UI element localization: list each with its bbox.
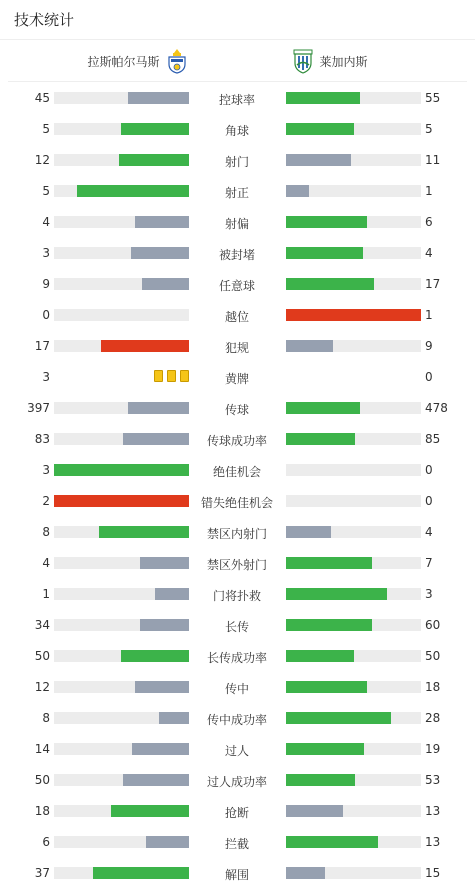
away-stat-bar bbox=[286, 805, 421, 817]
home-stat-bar bbox=[54, 495, 189, 507]
home-stat-bar bbox=[54, 619, 189, 631]
home-stat-bar-fill bbox=[54, 495, 189, 507]
home-stat-value: 50 bbox=[34, 773, 50, 787]
home-stat-bar bbox=[54, 464, 189, 476]
away-stat-value: 478 bbox=[425, 401, 448, 415]
home-stat-bar bbox=[54, 681, 189, 693]
away-stat-value: 13 bbox=[425, 804, 441, 818]
away-stat-value: 19 bbox=[425, 742, 441, 756]
home-stat-bar-fill bbox=[146, 836, 189, 848]
away-stat-value: 4 bbox=[425, 246, 433, 260]
away-stat-value: 11 bbox=[425, 153, 441, 167]
stat-row bbox=[0, 299, 475, 330]
home-stat-value: 3 bbox=[42, 370, 50, 384]
home-stat-value: 6 bbox=[42, 835, 50, 849]
away-stat-bar bbox=[286, 650, 421, 662]
stat-label: 传球 bbox=[224, 403, 249, 417]
stat-row bbox=[0, 330, 475, 361]
home-stat-bar bbox=[54, 805, 189, 817]
stat-label: 射正 bbox=[224, 186, 249, 200]
away-stat-bar-fill bbox=[286, 433, 355, 445]
home-stat-bar-fill bbox=[140, 619, 189, 631]
away-stat-value: 5 bbox=[425, 122, 433, 136]
home-team-name: 拉斯帕尔马斯 bbox=[87, 54, 160, 69]
away-stat-bar bbox=[286, 185, 421, 197]
stat-label: 绝佳机会 bbox=[212, 465, 261, 479]
away-stat-bar bbox=[286, 774, 421, 786]
stat-label: 任意球 bbox=[218, 279, 255, 293]
away-stat-value: 53 bbox=[425, 773, 441, 787]
stat-row bbox=[0, 733, 475, 764]
home-stat-value: 50 bbox=[34, 649, 50, 663]
home-stat-bar-fill bbox=[132, 743, 189, 755]
away-stat-bar bbox=[286, 557, 421, 569]
stat-row bbox=[0, 392, 475, 423]
home-stat-bar-fill bbox=[77, 185, 189, 197]
stat-label: 抢断 bbox=[224, 806, 249, 820]
away-team-crest-icon bbox=[292, 48, 314, 74]
away-stat-value: 9 bbox=[425, 339, 433, 353]
away-stat-bar-fill bbox=[286, 185, 309, 197]
home-stat-bar bbox=[54, 402, 189, 414]
stat-row bbox=[0, 144, 475, 175]
home-stat-value: 12 bbox=[34, 680, 50, 694]
home-stat-value: 5 bbox=[42, 122, 50, 136]
stats-list bbox=[0, 82, 475, 888]
home-stat-bar-fill bbox=[121, 650, 189, 662]
home-stat-bar bbox=[54, 433, 189, 445]
away-stat-value: 15 bbox=[425, 866, 441, 880]
stat-label: 被封堵 bbox=[218, 248, 255, 262]
home-stat-value: 45 bbox=[34, 91, 50, 105]
home-stat-bar-fill bbox=[140, 557, 189, 569]
away-stat-bar-fill bbox=[286, 619, 372, 631]
away-stat-bar bbox=[286, 681, 421, 693]
home-stat-value: 5 bbox=[42, 184, 50, 198]
home-stat-bar-fill bbox=[131, 247, 189, 259]
stat-row bbox=[0, 485, 475, 516]
home-stat-bar bbox=[54, 836, 189, 848]
home-stat-value: 37 bbox=[34, 866, 50, 880]
away-stat-bar bbox=[286, 216, 421, 228]
home-stat-bar bbox=[54, 526, 189, 538]
home-stat-bar bbox=[54, 92, 189, 104]
away-team-name: 莱加内斯 bbox=[319, 54, 368, 69]
away-stat-bar bbox=[286, 123, 421, 135]
away-stat-bar bbox=[286, 247, 421, 259]
away-stat-value: 4 bbox=[425, 525, 433, 539]
home-stat-bar bbox=[54, 774, 189, 786]
home-stat-value: 397 bbox=[27, 401, 50, 415]
stat-row bbox=[0, 175, 475, 206]
home-stat-value: 8 bbox=[42, 525, 50, 539]
home-stat-value: 83 bbox=[34, 432, 50, 446]
away-stat-bar bbox=[286, 619, 421, 631]
stat-row bbox=[0, 702, 475, 733]
away-team[interactable] bbox=[292, 48, 368, 74]
away-stat-bar bbox=[286, 402, 421, 414]
stat-label: 角球 bbox=[224, 124, 249, 138]
away-stat-bar bbox=[286, 433, 421, 445]
away-stat-value: 7 bbox=[425, 556, 433, 570]
away-stat-value: 3 bbox=[425, 587, 433, 601]
home-stat-bar-fill bbox=[101, 340, 189, 352]
away-stat-value: 0 bbox=[425, 494, 433, 508]
away-stat-bar-fill bbox=[286, 123, 354, 135]
home-stat-bar bbox=[54, 557, 189, 569]
away-stat-bar bbox=[286, 278, 421, 290]
home-stat-bar bbox=[54, 216, 189, 228]
away-stat-bar bbox=[286, 154, 421, 166]
away-stat-value: 1 bbox=[425, 308, 433, 322]
home-stat-bar-fill bbox=[159, 712, 189, 724]
home-yellow-cards bbox=[154, 370, 189, 382]
stat-label: 禁区外射门 bbox=[206, 558, 267, 572]
stat-label: 错失绝佳机会 bbox=[200, 496, 273, 510]
away-stat-bar-fill bbox=[286, 588, 387, 600]
yellow-card-icon bbox=[167, 370, 176, 382]
home-stat-bar bbox=[54, 867, 189, 879]
home-stat-value: 34 bbox=[34, 618, 50, 632]
away-stat-bar bbox=[286, 712, 421, 724]
stat-label: 传球成功率 bbox=[206, 434, 267, 448]
home-stat-bar-fill bbox=[142, 278, 189, 290]
away-stat-bar bbox=[286, 495, 421, 507]
away-stat-bar bbox=[286, 743, 421, 755]
home-stat-value: 12 bbox=[34, 153, 50, 167]
stat-label: 黄牌 bbox=[224, 372, 249, 386]
home-stat-value: 9 bbox=[42, 277, 50, 291]
away-stat-bar bbox=[286, 309, 421, 321]
header bbox=[0, 0, 475, 40]
stat-row bbox=[0, 857, 475, 888]
away-stat-bar-fill bbox=[286, 154, 351, 166]
away-stat-bar bbox=[286, 867, 421, 879]
home-team-crest-icon bbox=[166, 48, 188, 74]
home-stat-bar-fill bbox=[128, 402, 189, 414]
away-stat-bar-fill bbox=[286, 247, 363, 259]
home-stat-bar bbox=[54, 650, 189, 662]
stat-label: 过人 bbox=[224, 744, 249, 758]
stat-row bbox=[0, 547, 475, 578]
home-stat-bar bbox=[54, 712, 189, 724]
stat-label: 门将扑救 bbox=[212, 589, 261, 603]
home-stat-bar bbox=[54, 154, 189, 166]
home-stat-bar bbox=[54, 309, 189, 321]
stat-row bbox=[0, 516, 475, 547]
home-stat-value: 1 bbox=[42, 587, 50, 601]
stat-label: 拦截 bbox=[224, 837, 249, 851]
page-title: 技术统计 bbox=[14, 11, 75, 29]
stat-label: 禁区内射门 bbox=[206, 527, 267, 541]
home-stat-bar-fill bbox=[121, 123, 189, 135]
away-stat-bar bbox=[286, 588, 421, 600]
away-stat-bar-fill bbox=[286, 743, 364, 755]
stat-row bbox=[0, 361, 475, 392]
home-stat-bar-fill bbox=[54, 464, 189, 476]
away-stat-value: 50 bbox=[425, 649, 441, 663]
away-stat-bar-fill bbox=[286, 557, 372, 569]
home-stat-bar bbox=[54, 588, 189, 600]
away-stat-value: 55 bbox=[425, 91, 441, 105]
away-stat-bar bbox=[286, 526, 421, 538]
home-stat-bar bbox=[54, 278, 189, 290]
away-stat-bar-fill bbox=[286, 712, 391, 724]
stat-label: 过人成功率 bbox=[206, 775, 267, 789]
away-stat-value: 6 bbox=[425, 215, 433, 229]
home-stat-bar-fill bbox=[155, 588, 189, 600]
home-stat-value: 18 bbox=[34, 804, 50, 818]
stat-row bbox=[0, 268, 475, 299]
home-stat-bar bbox=[54, 743, 189, 755]
stat-row bbox=[0, 609, 475, 640]
home-stat-bar-fill bbox=[135, 681, 189, 693]
home-stat-bar-fill bbox=[135, 216, 189, 228]
home-stat-bar-fill bbox=[128, 92, 189, 104]
stat-row bbox=[0, 113, 475, 144]
stat-label: 控球率 bbox=[218, 93, 255, 107]
stat-row bbox=[0, 423, 475, 454]
away-stat-bar-fill bbox=[286, 805, 343, 817]
home-stat-bar-fill bbox=[119, 154, 189, 166]
stat-label: 射门 bbox=[224, 155, 249, 169]
home-stat-value: 0 bbox=[42, 308, 50, 322]
away-stat-bar-fill bbox=[286, 402, 360, 414]
home-stat-value: 4 bbox=[42, 215, 50, 229]
away-stat-bar-fill bbox=[286, 650, 354, 662]
stat-row bbox=[0, 82, 475, 113]
stat-label: 传中 bbox=[224, 682, 249, 696]
away-stat-bar-fill bbox=[286, 278, 374, 290]
home-stat-value: 3 bbox=[42, 246, 50, 260]
home-stat-bar-fill bbox=[111, 805, 189, 817]
away-stat-bar-fill bbox=[286, 216, 367, 228]
away-stat-bar bbox=[286, 836, 421, 848]
away-stat-bar-fill bbox=[286, 774, 355, 786]
away-stat-bar-fill bbox=[286, 836, 378, 848]
stat-row bbox=[0, 578, 475, 609]
teams-bar bbox=[8, 40, 467, 82]
home-stat-bar-fill bbox=[99, 526, 189, 538]
away-stat-bar-fill bbox=[286, 92, 360, 104]
stat-row bbox=[0, 795, 475, 826]
stat-row bbox=[0, 764, 475, 795]
away-stat-bar-fill bbox=[286, 867, 325, 879]
away-stat-bar-fill bbox=[286, 526, 331, 538]
home-stat-bar bbox=[54, 123, 189, 135]
home-stat-bar-fill bbox=[123, 433, 189, 445]
stat-label: 越位 bbox=[224, 310, 249, 324]
away-stat-value: 60 bbox=[425, 618, 441, 632]
stat-label: 长传成功率 bbox=[206, 651, 267, 665]
away-stat-value: 0 bbox=[425, 463, 433, 477]
away-stat-value: 85 bbox=[425, 432, 441, 446]
away-stat-bar-fill bbox=[286, 340, 333, 352]
home-stat-value: 8 bbox=[42, 711, 50, 725]
stat-row bbox=[0, 826, 475, 857]
home-stat-bar-fill bbox=[123, 774, 189, 786]
home-stat-value: 14 bbox=[34, 742, 50, 756]
away-stat-value: 17 bbox=[425, 277, 441, 291]
home-stat-value: 17 bbox=[34, 339, 50, 353]
stat-row bbox=[0, 237, 475, 268]
stat-row bbox=[0, 206, 475, 237]
home-stat-bar bbox=[54, 340, 189, 352]
stat-row bbox=[0, 640, 475, 671]
stat-label: 解围 bbox=[224, 868, 249, 882]
away-stat-value: 18 bbox=[425, 680, 441, 694]
home-stat-value: 2 bbox=[42, 494, 50, 508]
home-stat-bar bbox=[54, 185, 189, 197]
stat-label: 射偏 bbox=[224, 217, 249, 231]
away-stat-bar bbox=[286, 92, 421, 104]
away-stat-bar bbox=[286, 340, 421, 352]
stat-label: 传中成功率 bbox=[206, 713, 267, 727]
stat-label: 犯规 bbox=[224, 341, 249, 355]
away-stat-value: 0 bbox=[425, 370, 433, 384]
away-stat-value: 28 bbox=[425, 711, 441, 725]
away-stat-bar-fill bbox=[286, 309, 421, 321]
home-stat-value: 4 bbox=[42, 556, 50, 570]
home-stat-bar bbox=[54, 247, 189, 259]
yellow-card-icon bbox=[154, 370, 163, 382]
home-stat-bar-fill bbox=[93, 867, 189, 879]
stat-label: 长传 bbox=[224, 620, 249, 634]
home-stat-value: 3 bbox=[42, 463, 50, 477]
away-stat-value: 13 bbox=[425, 835, 441, 849]
away-stat-bar bbox=[286, 464, 421, 476]
stat-row bbox=[0, 454, 475, 485]
away-stat-value: 1 bbox=[425, 184, 433, 198]
stat-row bbox=[0, 671, 475, 702]
away-stat-bar-fill bbox=[286, 681, 367, 693]
home-team[interactable] bbox=[87, 48, 187, 74]
